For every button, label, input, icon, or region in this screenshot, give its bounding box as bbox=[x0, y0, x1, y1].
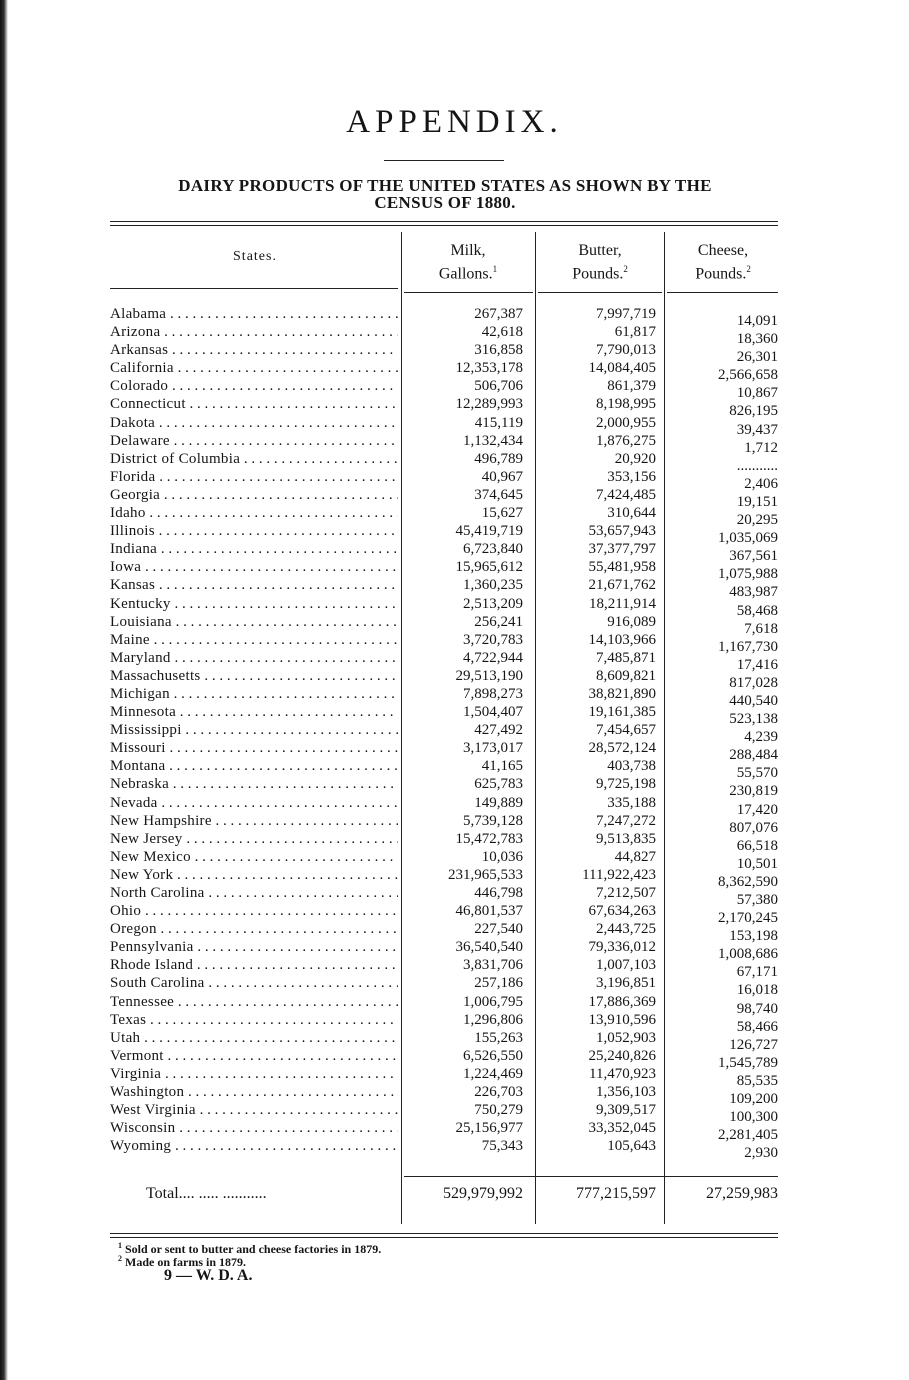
table-row bbox=[0, 595, 909, 619]
milk-gallons: 6,723,840 bbox=[463, 541, 523, 558]
milk-gallons: 75,343 bbox=[481, 1138, 523, 1155]
milk-gallons: 4,722,944 bbox=[463, 649, 523, 666]
milk-gallons: 316,858 bbox=[474, 342, 523, 359]
table-row bbox=[0, 812, 909, 836]
state-name: Delaware . . . bbox=[110, 432, 398, 450]
cheese-pounds: 100,300 bbox=[729, 1109, 778, 1126]
column-header-milk: Milk, Gallons.$^1$ bbox=[438, 242, 498, 283]
table-bottom-rule bbox=[110, 1233, 778, 1234]
header-underline-butter bbox=[538, 292, 662, 293]
table-row bbox=[0, 721, 909, 746]
state-name: Washington . . . bbox=[110, 1083, 398, 1101]
state-name: Connecticut . . . bbox=[110, 395, 398, 413]
total-cheese: 27,259,983 bbox=[706, 1185, 778, 1202]
milk-gallons: 1,360,235 bbox=[463, 577, 523, 594]
total-butter: 777,215,597 bbox=[576, 1185, 656, 1202]
milk-gallons: 1,296,806 bbox=[463, 1011, 523, 1028]
state-name: Idaho . . . bbox=[110, 504, 398, 522]
cheese-pounds: 483,987 bbox=[729, 584, 778, 601]
page-heading: APPENDIX. bbox=[346, 104, 563, 140]
cheese-pounds: 98,740 bbox=[736, 1000, 778, 1017]
cheese-pounds: 1,167,730 bbox=[718, 638, 778, 655]
cheese-pounds: 2,170,245 bbox=[718, 910, 778, 927]
table-bottom-rule-2 bbox=[110, 1237, 778, 1238]
total-milk: 529,979,992 bbox=[443, 1185, 523, 1202]
cheese-pounds: 58,466 bbox=[736, 1018, 778, 1035]
table-row bbox=[0, 522, 909, 547]
cheese-pounds: 18,360 bbox=[736, 331, 778, 348]
butter-pounds: 17,886,369 bbox=[588, 993, 656, 1010]
state-name: South Carolina . . . bbox=[110, 974, 398, 992]
state-name: Pennsylvania . . . bbox=[110, 938, 398, 956]
milk-gallons: 446,798 bbox=[474, 885, 523, 901]
footnote-1: $^1$ Sold or sent to butter and cheese factories in 1879. bbox=[118, 1241, 382, 1256]
milk-gallons: 227,540 bbox=[474, 921, 523, 938]
table-title-line-2: CENSUS OF 1880. bbox=[374, 193, 516, 212]
page-signature: 9 — W. D. A. bbox=[164, 1267, 253, 1284]
state-name: New Hampshire . . . bbox=[110, 812, 398, 830]
milk-gallons: 1,224,469 bbox=[463, 1065, 523, 1082]
butter-pounds: 111,922,423 bbox=[582, 866, 656, 883]
table-row bbox=[0, 359, 909, 384]
table-row bbox=[0, 377, 909, 402]
cheese-pounds: 55,570 bbox=[736, 765, 778, 782]
milk-gallons: 42,618 bbox=[481, 324, 523, 341]
table-row bbox=[0, 938, 909, 963]
butter-pounds: 1,052,903 bbox=[596, 1029, 656, 1046]
butter-pounds: 8,609,821 bbox=[596, 667, 656, 684]
state-name: Utah . . . bbox=[110, 1029, 398, 1047]
state-name: Arkansas . . . bbox=[110, 341, 398, 359]
total-rule bbox=[404, 1176, 778, 1177]
state-name: Texas . . . bbox=[110, 1011, 398, 1029]
cheese-pounds: 807,076 bbox=[729, 819, 778, 836]
state-name: Virginia . . . bbox=[110, 1065, 398, 1083]
table-row bbox=[0, 739, 909, 764]
butter-pounds: 61,817 bbox=[614, 324, 656, 341]
milk-gallons: 3,831,706 bbox=[463, 957, 523, 974]
table-row bbox=[0, 848, 909, 872]
milk-gallons: 41,165 bbox=[481, 758, 523, 775]
cheese-pounds: 126,727 bbox=[729, 1036, 778, 1053]
table-row bbox=[0, 830, 909, 854]
table-row bbox=[0, 1065, 909, 1089]
milk-gallons: 15,965,612 bbox=[455, 559, 523, 576]
table-row bbox=[0, 685, 909, 709]
milk-gallons: 12,353,178 bbox=[455, 360, 523, 377]
cheese-pounds: 7,618 bbox=[744, 620, 778, 637]
state-name: Florida . . . bbox=[110, 468, 398, 486]
table-row bbox=[0, 558, 909, 583]
cheese-pounds: 230,819 bbox=[729, 783, 778, 800]
milk-gallons: 256,241 bbox=[474, 613, 523, 630]
milk-gallons: 45,419,719 bbox=[455, 523, 523, 540]
butter-pounds: 353,156 bbox=[607, 468, 656, 485]
butter-pounds: 18,211,914 bbox=[589, 595, 656, 612]
butter-pounds: 9,725,198 bbox=[596, 776, 656, 793]
cheese-pounds: 153,198 bbox=[729, 928, 778, 945]
state-name: Vermont . . . bbox=[110, 1047, 398, 1065]
cheese-pounds: 26,301 bbox=[736, 349, 778, 366]
cheese-pounds: 10,501 bbox=[736, 855, 778, 872]
table-row bbox=[0, 703, 909, 728]
butter-pounds: 7,424,485 bbox=[596, 486, 656, 503]
butter-pounds: 2,000,955 bbox=[596, 414, 656, 431]
table-row bbox=[0, 341, 909, 366]
cheese-pounds: 523,138 bbox=[729, 711, 778, 728]
butter-pounds: 55,481,958 bbox=[588, 559, 656, 576]
state-name: Massachusetts . . . bbox=[110, 667, 398, 685]
milk-gallons: 15,472,783 bbox=[455, 830, 523, 847]
state-name: West Virginia . . . bbox=[110, 1101, 398, 1119]
cheese-pounds: 19,151 bbox=[736, 493, 778, 510]
butter-pounds: 9,513,835 bbox=[596, 830, 656, 847]
state-name: North Carolina . . . bbox=[110, 884, 398, 902]
table-row bbox=[0, 757, 909, 782]
table-row bbox=[0, 468, 909, 492]
butter-pounds: 9,309,517 bbox=[596, 1102, 656, 1119]
milk-gallons: 257,186 bbox=[474, 975, 523, 992]
state-name: Rhode Island . . . bbox=[110, 956, 398, 974]
table-row bbox=[0, 956, 909, 981]
table-row bbox=[0, 504, 909, 529]
butter-pounds: 8,198,995 bbox=[596, 396, 656, 413]
state-name: Alabama . . . bbox=[110, 305, 398, 323]
butter-pounds: 2,443,725 bbox=[596, 921, 656, 938]
cheese-pounds: 2,566,658 bbox=[718, 367, 778, 384]
milk-gallons: 155,263 bbox=[474, 1029, 523, 1046]
milk-gallons: 625,783 bbox=[474, 776, 523, 793]
state-name: Illinois . . . bbox=[110, 522, 398, 540]
state-name: Maryland . . . bbox=[110, 649, 398, 667]
milk-gallons: 149,889 bbox=[474, 794, 523, 811]
state-name: Nebraska . . . bbox=[110, 775, 398, 793]
butter-pounds: 105,643 bbox=[607, 1138, 656, 1155]
state-name: Wisconsin . . . bbox=[110, 1119, 398, 1137]
butter-pounds: 44,827 bbox=[614, 848, 656, 865]
table-row bbox=[0, 613, 909, 637]
cheese-pounds: 367,561 bbox=[729, 548, 778, 565]
butter-pounds: 67,634,263 bbox=[588, 903, 656, 920]
state-name: Ohio . . . bbox=[110, 902, 398, 920]
table-row bbox=[0, 450, 909, 474]
state-name: Louisiana . . . bbox=[110, 613, 398, 631]
table-row bbox=[0, 1011, 909, 1035]
butter-pounds: 335,188 bbox=[607, 794, 656, 811]
state-name: Wyoming . . . bbox=[110, 1137, 398, 1155]
table-row bbox=[0, 1137, 909, 1162]
milk-gallons: 374,645 bbox=[474, 486, 523, 503]
table-row bbox=[0, 540, 909, 565]
milk-gallons: 496,789 bbox=[474, 450, 523, 467]
column-header-states: States. bbox=[233, 249, 277, 264]
cheese-pounds: ........... bbox=[736, 457, 778, 474]
butter-pounds: 13,910,596 bbox=[588, 1011, 656, 1028]
table-row bbox=[0, 432, 909, 456]
milk-gallons: 46,801,537 bbox=[455, 903, 523, 920]
butter-pounds: 11,470,923 bbox=[589, 1065, 656, 1082]
table-row bbox=[0, 1101, 909, 1126]
table-row bbox=[0, 884, 909, 908]
milk-gallons: 36,540,540 bbox=[455, 939, 523, 956]
milk-gallons: 6,526,550 bbox=[463, 1047, 523, 1064]
state-name: Nevada . . . bbox=[110, 794, 398, 812]
table-row bbox=[0, 305, 909, 329]
milk-gallons: 15,627 bbox=[481, 505, 523, 522]
table-top-rule-2 bbox=[110, 225, 778, 226]
table-row bbox=[0, 486, 909, 510]
state-name: Georgia . . . bbox=[110, 486, 398, 504]
butter-pounds: 28,572,124 bbox=[588, 740, 656, 757]
cheese-pounds: 2,930 bbox=[744, 1145, 778, 1162]
cheese-pounds: 2,281,405 bbox=[718, 1127, 778, 1144]
milk-gallons: 1,504,407 bbox=[463, 704, 523, 721]
butter-pounds: 21,671,762 bbox=[588, 577, 656, 594]
cheese-pounds: 10,867 bbox=[736, 385, 778, 402]
table-row bbox=[0, 1029, 909, 1053]
milk-gallons: 3,173,017 bbox=[463, 740, 523, 757]
table-row bbox=[0, 920, 909, 945]
milk-gallons: 1,006,795 bbox=[463, 993, 523, 1010]
butter-pounds: 37,377,797 bbox=[588, 541, 656, 558]
butter-pounds: 7,485,871 bbox=[596, 649, 656, 666]
milk-gallons: 5,739,128 bbox=[463, 812, 523, 829]
milk-gallons: 7,898,273 bbox=[463, 685, 523, 702]
butter-pounds: 7,790,013 bbox=[596, 342, 656, 359]
state-name: New York . . . bbox=[110, 866, 398, 884]
state-name: New Jersey . . . bbox=[110, 830, 398, 848]
cheese-pounds: 85,535 bbox=[736, 1072, 778, 1089]
milk-gallons: 12,289,993 bbox=[455, 396, 523, 413]
cheese-pounds: 2,406 bbox=[744, 475, 778, 492]
column-header-butter: Butter, Pounds.$^2$ bbox=[572, 242, 628, 283]
cheese-pounds: 440,540 bbox=[729, 692, 778, 709]
milk-gallons: 427,492 bbox=[474, 722, 523, 739]
state-name: Colorado . . . bbox=[110, 377, 398, 395]
state-name: Missouri . . . bbox=[110, 739, 398, 757]
butter-pounds: 3,196,851 bbox=[596, 975, 656, 992]
cheese-pounds: 17,416 bbox=[736, 656, 778, 673]
milk-gallons: 25,156,977 bbox=[455, 1120, 523, 1137]
table-body bbox=[0, 305, 909, 1162]
milk-gallons: 40,967 bbox=[481, 468, 523, 485]
footnote-2: $^2$ Made on farms in 1879. bbox=[118, 1254, 246, 1269]
cheese-pounds: 4,239 bbox=[744, 729, 778, 746]
milk-gallons: 226,703 bbox=[474, 1084, 523, 1101]
table-row bbox=[0, 395, 909, 420]
butter-pounds: 7,212,507 bbox=[596, 885, 656, 901]
milk-gallons: 1,132,434 bbox=[463, 432, 523, 449]
state-name: Mississippi . . . bbox=[110, 721, 398, 739]
state-name: Oregon . . . bbox=[110, 920, 398, 938]
state-name: Tennessee . . . bbox=[110, 993, 398, 1011]
butter-pounds: 7,247,272 bbox=[596, 812, 656, 829]
cheese-pounds: 57,380 bbox=[736, 892, 778, 908]
cheese-pounds: 58,468 bbox=[736, 602, 778, 619]
table-row bbox=[0, 794, 909, 818]
table-row bbox=[0, 974, 909, 999]
heading-divider bbox=[384, 160, 504, 161]
milk-gallons: 750,279 bbox=[474, 1102, 523, 1119]
milk-gallons: 231,965,533 bbox=[448, 866, 523, 883]
cheese-pounds: 817,028 bbox=[729, 674, 778, 691]
table-title-line-1: DAIRY PRODUCTS OF THE UNITED STATES AS SHOWN BY THE bbox=[178, 176, 712, 195]
table-row bbox=[0, 649, 909, 673]
state-name: Arizona . . . bbox=[110, 323, 398, 341]
header-underline-cheese bbox=[667, 292, 778, 293]
cheese-pounds: 14,091 bbox=[736, 313, 778, 329]
column-header-cheese: Cheese, Pounds.$^2$ bbox=[695, 242, 751, 283]
table-row bbox=[0, 1083, 909, 1108]
butter-pounds: 403,738 bbox=[607, 758, 656, 775]
butter-pounds: 14,084,405 bbox=[588, 360, 656, 377]
cheese-pounds: 1,545,789 bbox=[718, 1054, 778, 1071]
header-underline-states bbox=[110, 288, 398, 289]
table-row bbox=[0, 667, 909, 691]
state-name: Kentucky . . . bbox=[110, 595, 398, 613]
butter-pounds: 310,644 bbox=[607, 505, 656, 522]
table-row bbox=[0, 1119, 909, 1144]
cheese-pounds: 20,295 bbox=[736, 512, 778, 529]
header-underline-milk bbox=[404, 292, 533, 293]
cheese-pounds: 67,171 bbox=[736, 964, 778, 981]
table-row bbox=[0, 1047, 909, 1071]
butter-pounds: 916,089 bbox=[607, 613, 656, 630]
butter-pounds: 1,007,103 bbox=[596, 957, 656, 974]
state-name: Michigan . . . bbox=[110, 685, 398, 703]
table-row bbox=[0, 576, 909, 601]
state-name: Minnesota . . . bbox=[110, 703, 398, 721]
butter-pounds: 1,876,275 bbox=[596, 432, 656, 449]
table-row bbox=[0, 866, 909, 890]
butter-pounds: 25,240,826 bbox=[588, 1047, 656, 1064]
state-name: California . . . bbox=[110, 359, 398, 377]
butter-pounds: 20,920 bbox=[614, 450, 656, 467]
milk-gallons: 506,706 bbox=[474, 378, 523, 395]
cheese-pounds: 826,195 bbox=[729, 403, 778, 420]
state-name: Iowa . . . bbox=[110, 558, 398, 576]
table-row bbox=[0, 902, 909, 927]
milk-gallons: 2,513,209 bbox=[463, 595, 523, 612]
state-name: Indiana . . . bbox=[110, 540, 398, 558]
table-top-rule bbox=[110, 221, 778, 222]
butter-pounds: 19,161,385 bbox=[588, 704, 656, 721]
butter-pounds: 53,657,943 bbox=[588, 523, 656, 540]
milk-gallons: 3,720,783 bbox=[463, 631, 523, 648]
cheese-pounds: 17,420 bbox=[736, 801, 778, 818]
cheese-pounds: 1,075,988 bbox=[718, 566, 778, 583]
state-name: Kansas . . . bbox=[110, 576, 398, 594]
table-row bbox=[0, 631, 909, 655]
butter-pounds: 861,379 bbox=[607, 378, 656, 395]
butter-pounds: 38,821,890 bbox=[588, 685, 656, 702]
cheese-pounds: 1,035,069 bbox=[718, 530, 778, 547]
milk-gallons: 10,036 bbox=[481, 848, 523, 865]
milk-gallons: 267,387 bbox=[474, 306, 523, 322]
cheese-pounds: 8,362,590 bbox=[718, 873, 778, 890]
cheese-pounds: 39,437 bbox=[736, 421, 778, 438]
milk-gallons: 29,513,190 bbox=[455, 667, 523, 684]
table-row bbox=[0, 323, 909, 348]
table-row bbox=[0, 993, 909, 1017]
table-title bbox=[90, 177, 800, 211]
butter-pounds: 14,103,966 bbox=[588, 631, 656, 648]
cheese-pounds: 66,518 bbox=[736, 837, 778, 854]
butter-pounds: 7,454,657 bbox=[596, 722, 656, 739]
table-row bbox=[0, 775, 909, 800]
milk-gallons: 415,119 bbox=[474, 414, 523, 431]
butter-pounds: 33,352,045 bbox=[588, 1120, 656, 1137]
state-name: Maine . . . bbox=[110, 631, 398, 649]
state-name: District of Columbia . . . bbox=[110, 450, 398, 468]
butter-pounds: 1,356,103 bbox=[596, 1084, 656, 1101]
table-row bbox=[0, 414, 909, 438]
state-name: New Mexico . . . bbox=[110, 848, 398, 866]
butter-pounds: 7,997,719 bbox=[596, 306, 656, 322]
state-name: Dakota . . . bbox=[110, 414, 398, 432]
total-label: Total.... ..... ........... bbox=[146, 1185, 267, 1202]
cheese-pounds: 109,200 bbox=[729, 1091, 778, 1108]
butter-pounds: 79,336,012 bbox=[588, 939, 656, 956]
cheese-pounds: 16,018 bbox=[736, 982, 778, 999]
state-name: Montana . . . bbox=[110, 757, 398, 775]
cheese-pounds: 1,008,686 bbox=[718, 946, 778, 963]
cheese-pounds: 1,712 bbox=[744, 439, 778, 456]
cheese-pounds: 288,484 bbox=[729, 747, 778, 764]
